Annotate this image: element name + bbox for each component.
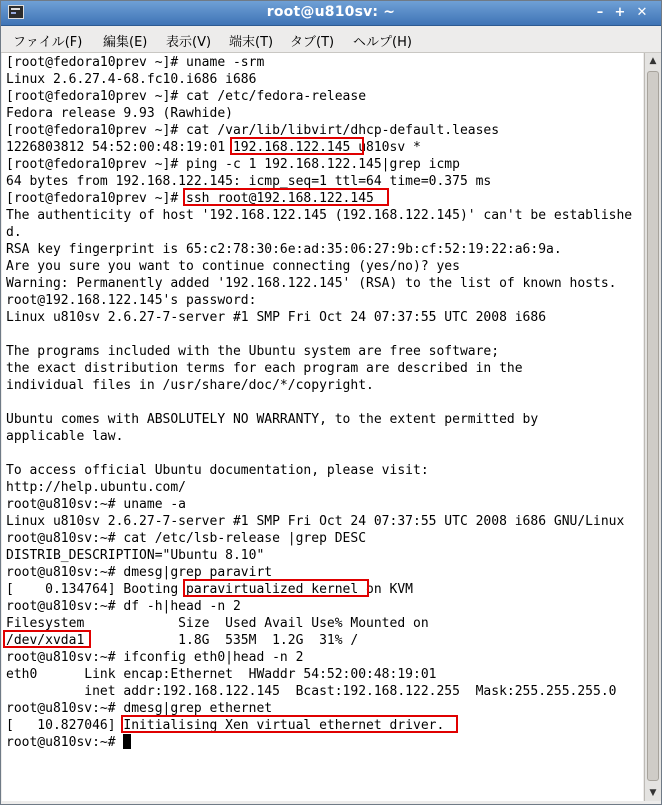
menu-tabs[interactable]: タブ(T) [290, 35, 335, 50]
menu-file[interactable]: ファイル(F) [13, 35, 83, 50]
terminal-line: [root@fedora10prev ~]# ssh root@192.168.122.145 [6, 191, 374, 206]
terminal-line: root@u810sv:~# dmesg|grep ethernet [6, 701, 273, 716]
terminal-line: http://help.ubuntu.com/ [6, 480, 187, 495]
highlight-xen-driver [121, 715, 458, 733]
terminal-line: the exact distribution terms for each program are described in the [6, 361, 523, 376]
terminal-line: [root@fedora10prev ~]# ping -c 1 192.168.122.145|grep icmp [6, 157, 460, 172]
text-cursor [123, 734, 131, 749]
terminal-line: d. [6, 225, 22, 240]
terminal-line: Linux u810sv 2.6.27-7-server #1 SMP Fri Oct 24 07:37:55 UTC 2008 i686 GNU/Linux [6, 514, 625, 529]
terminal-line: [root@fedora10prev ~]# uname -srm [6, 55, 265, 70]
close-button[interactable]: ✕ [636, 5, 648, 20]
terminal-line: root@u810sv:~# [6, 734, 131, 751]
terminal-line: 1226803812 54:52:00:48:19:01 192.168.122.145 u810sv * [6, 140, 421, 155]
terminal-line: root@192.168.122.145's password: [6, 293, 257, 308]
menu-help[interactable]: ヘルプ(H) [353, 35, 412, 50]
scroll-down-arrow-icon[interactable]: ▼ [649, 788, 657, 798]
terminal-line: [root@fedora10prev ~]# cat /etc/fedora-release [6, 89, 367, 104]
terminal-line: /dev/xvda1 1.8G 535M 1.2G 31% / [6, 633, 359, 648]
terminal-line: Fedora release 9.93 (Rawhide) [6, 106, 233, 121]
terminal-line: 64 bytes from 192.168.122.145: icmp_seq=1 ttl=64 time=0.375 ms [6, 174, 492, 189]
terminal-line: root@u810sv:~# ifconfig eth0|head -n 2 [6, 650, 304, 665]
title-bar[interactable] [1, 1, 661, 26]
terminal-line: applicable law. [6, 429, 124, 444]
terminal-line: inet addr:192.168.122.145 Bcast:192.168.122.255 Mask:255.255.255.0 [6, 684, 617, 699]
terminal-line: Linux 2.6.27.4-68.fc10.i686 i686 [6, 72, 257, 87]
scrollbar-thumb[interactable] [647, 71, 659, 781]
terminal-line: root@u810sv:~# df -h|head -n 2 [6, 599, 241, 614]
menu-view[interactable]: 表示(V) [166, 35, 212, 50]
vertical-scrollbar[interactable] [644, 53, 661, 801]
menu-terminal[interactable]: 端末(T) [229, 35, 274, 50]
terminal-line: root@u810sv:~# cat /etc/lsb-release |grep DESC [6, 531, 367, 546]
terminal-line: Warning: Permanently added '192.168.122.145' (RSA) to the list of known hosts. [6, 276, 617, 291]
terminal-line: [root@fedora10prev ~]# cat /var/lib/libvirt/dhcp-default.leases [6, 123, 500, 138]
maximize-button[interactable]: + [614, 5, 626, 20]
terminal-line: Filesystem Size Used Avail Use% Mounted on [6, 616, 429, 631]
terminal-line: Ubuntu comes with ABSOLUTELY NO WARRANTY, to the extent permitted by [6, 412, 539, 427]
terminal-line: The authenticity of host '192.168.122.145 (192.168.122.145)' can't be establishe [6, 208, 633, 223]
terminal-line: RSA key fingerprint is 65:c2:78:30:6e:ad:35:06:27:9b:cf:52:19:22:a6:9a. [6, 242, 562, 257]
menu-bar [1, 26, 661, 53]
terminal-line: [ 0.134764] Booting paravirtualized kernel on KVM [6, 582, 413, 597]
highlight-paravirtualized-kernel [183, 579, 369, 597]
terminal-line: Linux u810sv 2.6.27-7-server #1 SMP Fri Oct 24 07:37:55 UTC 2008 i686 [6, 310, 547, 325]
terminal-line: To access official Ubuntu documentation, please visit: [6, 463, 429, 478]
terminal-line: The programs included with the Ubuntu system are free software; [6, 344, 500, 359]
terminal-line: eth0 Link encap:Ethernet HWaddr 54:52:00:48:19:01 [6, 667, 437, 682]
terminal-line: [ 10.827046] Initialising Xen virtual ethernet driver. [6, 718, 445, 733]
minimize-button[interactable]: – [596, 5, 604, 20]
terminal-line: root@u810sv:~# dmesg|grep paravirt [6, 565, 273, 580]
highlight-dev-xvda1 [3, 630, 91, 648]
terminal-line: root@u810sv:~# uname -a [6, 497, 187, 512]
terminal-line: individual files in /usr/share/doc/*/copyright. [6, 378, 374, 393]
terminal-output[interactable] [2, 53, 643, 801]
terminal-line: DISTRIB_DESCRIPTION="Ubuntu 8.10" [6, 548, 265, 563]
highlight-lease-ip [230, 137, 364, 155]
window-title: root@u810sv: ~ [266, 4, 396, 20]
terminal-line: Are you sure you want to continue connecting (yes/no)? yes [6, 259, 460, 274]
menu-edit[interactable]: 編集(E) [103, 35, 148, 50]
highlight-ssh-command [183, 188, 389, 206]
scroll-up-arrow-icon[interactable]: ▲ [649, 56, 657, 66]
